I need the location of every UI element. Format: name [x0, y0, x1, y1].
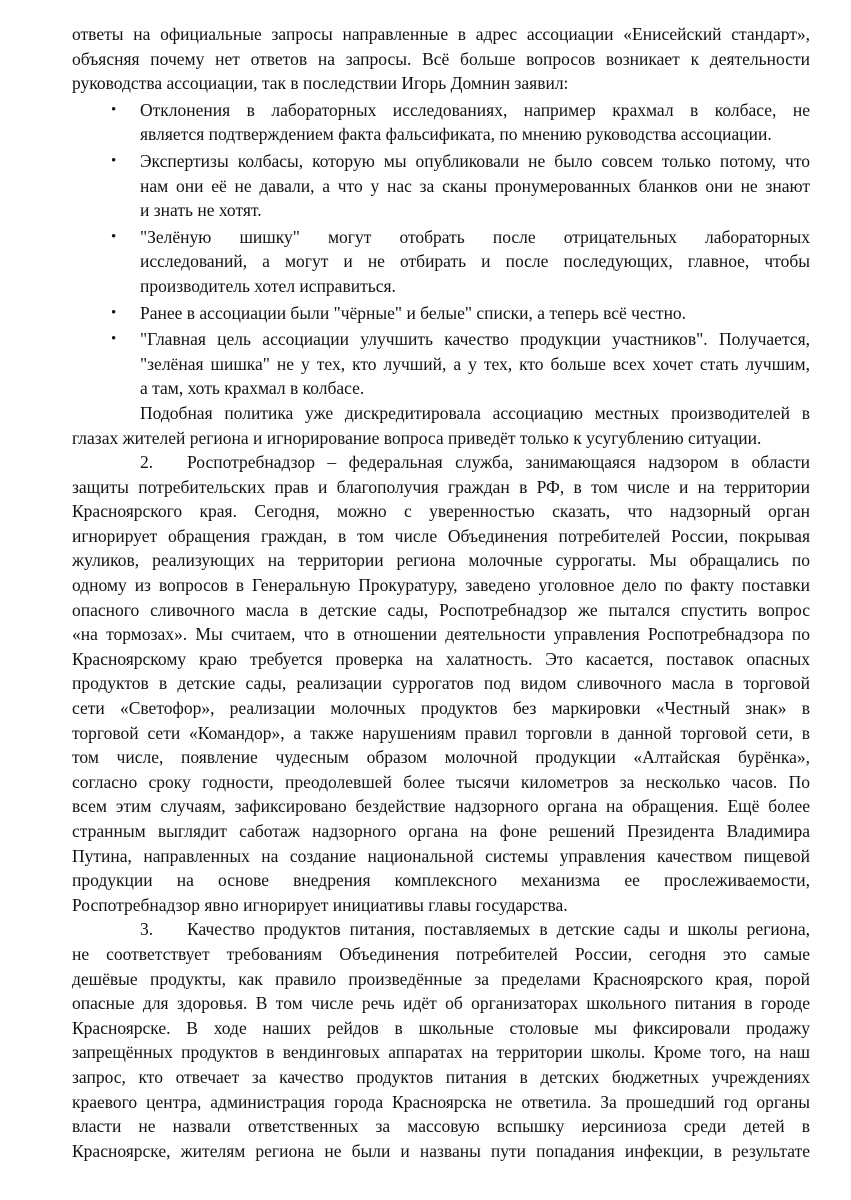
text-line: а там, хоть крахмал в колбасе. — [140, 378, 365, 399]
text-line: "зелёная шишка" не у тех, кто лучший, а у тех, кто больше всех хочет стать лучшим, — [140, 353, 810, 374]
text-line: краевого центра, администрация города Красноярска не ответила. За прошедший год органы — [72, 1091, 810, 1112]
bullet-list-item — [72, 327, 810, 401]
text-line — [72, 450, 810, 475]
text-line: Ранее в ассоциации были "чёрные" и белые" списки, а теперь всё честно. — [140, 302, 687, 323]
text-line: Красноярске. В ходе наших рейдов в школьные столовые мы фиксировали продажу — [72, 1017, 810, 1038]
text-line: продукции на основе внедрения комплексного механизма ее прослеживаемости, — [72, 870, 810, 891]
text-line: Красноярского края. Сегодня, можно с уверенностью сказать, что надзорный орган — [72, 501, 810, 522]
text-line: продуктов в детские сады, реализации суррогатов под видом сливочного масла в торговой — [72, 673, 810, 694]
text-line: дешёвые продукты, как правило произведённые за пределами Красноярского края, порой — [72, 968, 810, 989]
text-line: жуликов, реализующих на территории региона молочные суррогаты. Мы обращались по — [72, 550, 810, 571]
text-line — [72, 917, 810, 942]
numbered-paragraph — [72, 450, 810, 917]
paragraph — [72, 22, 810, 96]
paragraph — [72, 401, 810, 450]
text-line: сети «Светофор», реализации молочных продуктов без маркировки «Честный знак» в — [72, 698, 810, 719]
bullet-list-item — [72, 149, 810, 223]
bullet-icon: • — [111, 331, 117, 348]
line-text: Роспотребнадзор – федеральная служба, занимающаяся надзором в области — [187, 452, 810, 473]
text-line: Отклонения в лабораторных исследованиях, например крахмал в колбасе, не — [140, 99, 810, 120]
text-line: "Главная цель ассоциации улучшить качество продукции участников". Получается, — [140, 329, 810, 350]
text-line: ответы на официальные запросы направленные в адрес ассоциации «Енисейский стандарт», — [72, 24, 810, 44]
text-line: является подтверждением факта фальсификата, по мнению руководства ассоциации. — [140, 124, 772, 145]
text-line: странным выглядит саботаж надзорного органа на фоне решений Президента Владимира — [72, 821, 810, 841]
text-line: защиты потребительских прав и благополучия граждан в РФ, в том числе и на территории — [72, 476, 810, 497]
text-line: одному из вопросов в Генеральную Прокуратуру, заведено уголовное дело по факту поставки — [72, 575, 810, 596]
text-line: глазах жителей региона и игнорирование вопроса приведёт только к усугублению ситуации. — [72, 427, 762, 448]
text-line: производитель хотел исправиться. — [140, 275, 396, 296]
text-line: запрос, кто отвечает за качество продуктов питания в детских бюджетных учреждениях — [72, 1066, 810, 1087]
text-line: власти не назвали ответственных за массовую вспышку иерсиниоза среди детей в — [72, 1116, 810, 1137]
text-line: Красноярскому краю требуется проверка на халатность. Это касается, поставок опасных — [72, 648, 810, 669]
text-line: торговой сети «Командор», а также нарушениям правил торговли в данной торговой сети, в — [72, 722, 810, 743]
text-line: «на тормозах». Мы считаем, что в отношении деятельности управления Роспотребнадзора по — [72, 624, 810, 645]
numbered-paragraph — [72, 917, 810, 1163]
paragraph-number: 3. — [140, 919, 154, 940]
text-line: руководства ассоциации, так в последствии Игорь Домнин заявил: — [72, 73, 569, 94]
bullet-icon: • — [111, 304, 117, 321]
text-line: исследований, а могут и не отбирать и после последующих, главное, чтобы — [140, 251, 810, 272]
text-line: Путина, направленных на создание национальной системы управления качеством пищевой — [72, 845, 810, 866]
text-line: не соответствует требованиям Объединения потребителей России, сегодня это самые — [72, 943, 810, 964]
text-line: Роспотребнадзор явно игнорирует инициативы главы государства. — [72, 894, 568, 915]
text-line: игнорирует обращения граждан, в том числе Объединения потребителей России, покрывая — [72, 525, 810, 546]
text-line: нам они её не давали, а что у нас за сканы пронумерованных бланков они не знают — [140, 175, 810, 196]
document-body — [72, 22, 810, 1163]
bullet-icon: • — [111, 152, 117, 169]
paragraph-number: 2. — [140, 452, 154, 473]
text-line: запрещённых продуктов в вендинговых аппаратах на территории школы. Кроме того, на наш — [72, 1042, 810, 1063]
text-line: Красноярске, жителям региона не были и названы пути попадания инфекции, в результате — [72, 1140, 810, 1161]
text-line: всем этим случаям, зафиксировано бездействие надзорного органа на обращения. Ещё более — [72, 796, 810, 817]
text-line: объясняя почему нет ответов на запросы. Всё больше вопросов возникает к деятельности — [72, 48, 810, 69]
bullet-icon: • — [111, 228, 117, 245]
text-line: Подобная политика уже дискредитировала ассоциацию местных производителей в — [140, 402, 810, 423]
line-text: Качество продуктов питания, поставляемых в детские сады и школы региона, — [187, 919, 810, 940]
bullet-list-item — [72, 98, 810, 147]
text-line: опасного сливочного масла в детские сады, Роспотребнадзор же пытался спустить вопрос — [72, 599, 810, 620]
text-line: согласно сроку годности, преодолевшей более тысячи километров за несколько часов. По — [72, 771, 810, 792]
bullet-list-item — [72, 225, 810, 299]
text-line: Экспертизы колбасы, которую мы опубликовали не было совсем только потому, что — [140, 150, 810, 171]
text-line: опасные для здоровья. В том числе речь идёт об организаторах школьного питания в городе — [72, 993, 810, 1014]
text-line: том числе, появление чудесным образом молочной продукции «Алтайская бурёнка», — [72, 747, 810, 768]
bullet-list-item — [72, 301, 810, 326]
text-line: "Зелёную шишку" могут отобрать после отрицательных лабораторных — [140, 226, 810, 247]
text-line: и знать не хотят. — [140, 200, 262, 221]
bullet-icon: • — [111, 101, 117, 118]
